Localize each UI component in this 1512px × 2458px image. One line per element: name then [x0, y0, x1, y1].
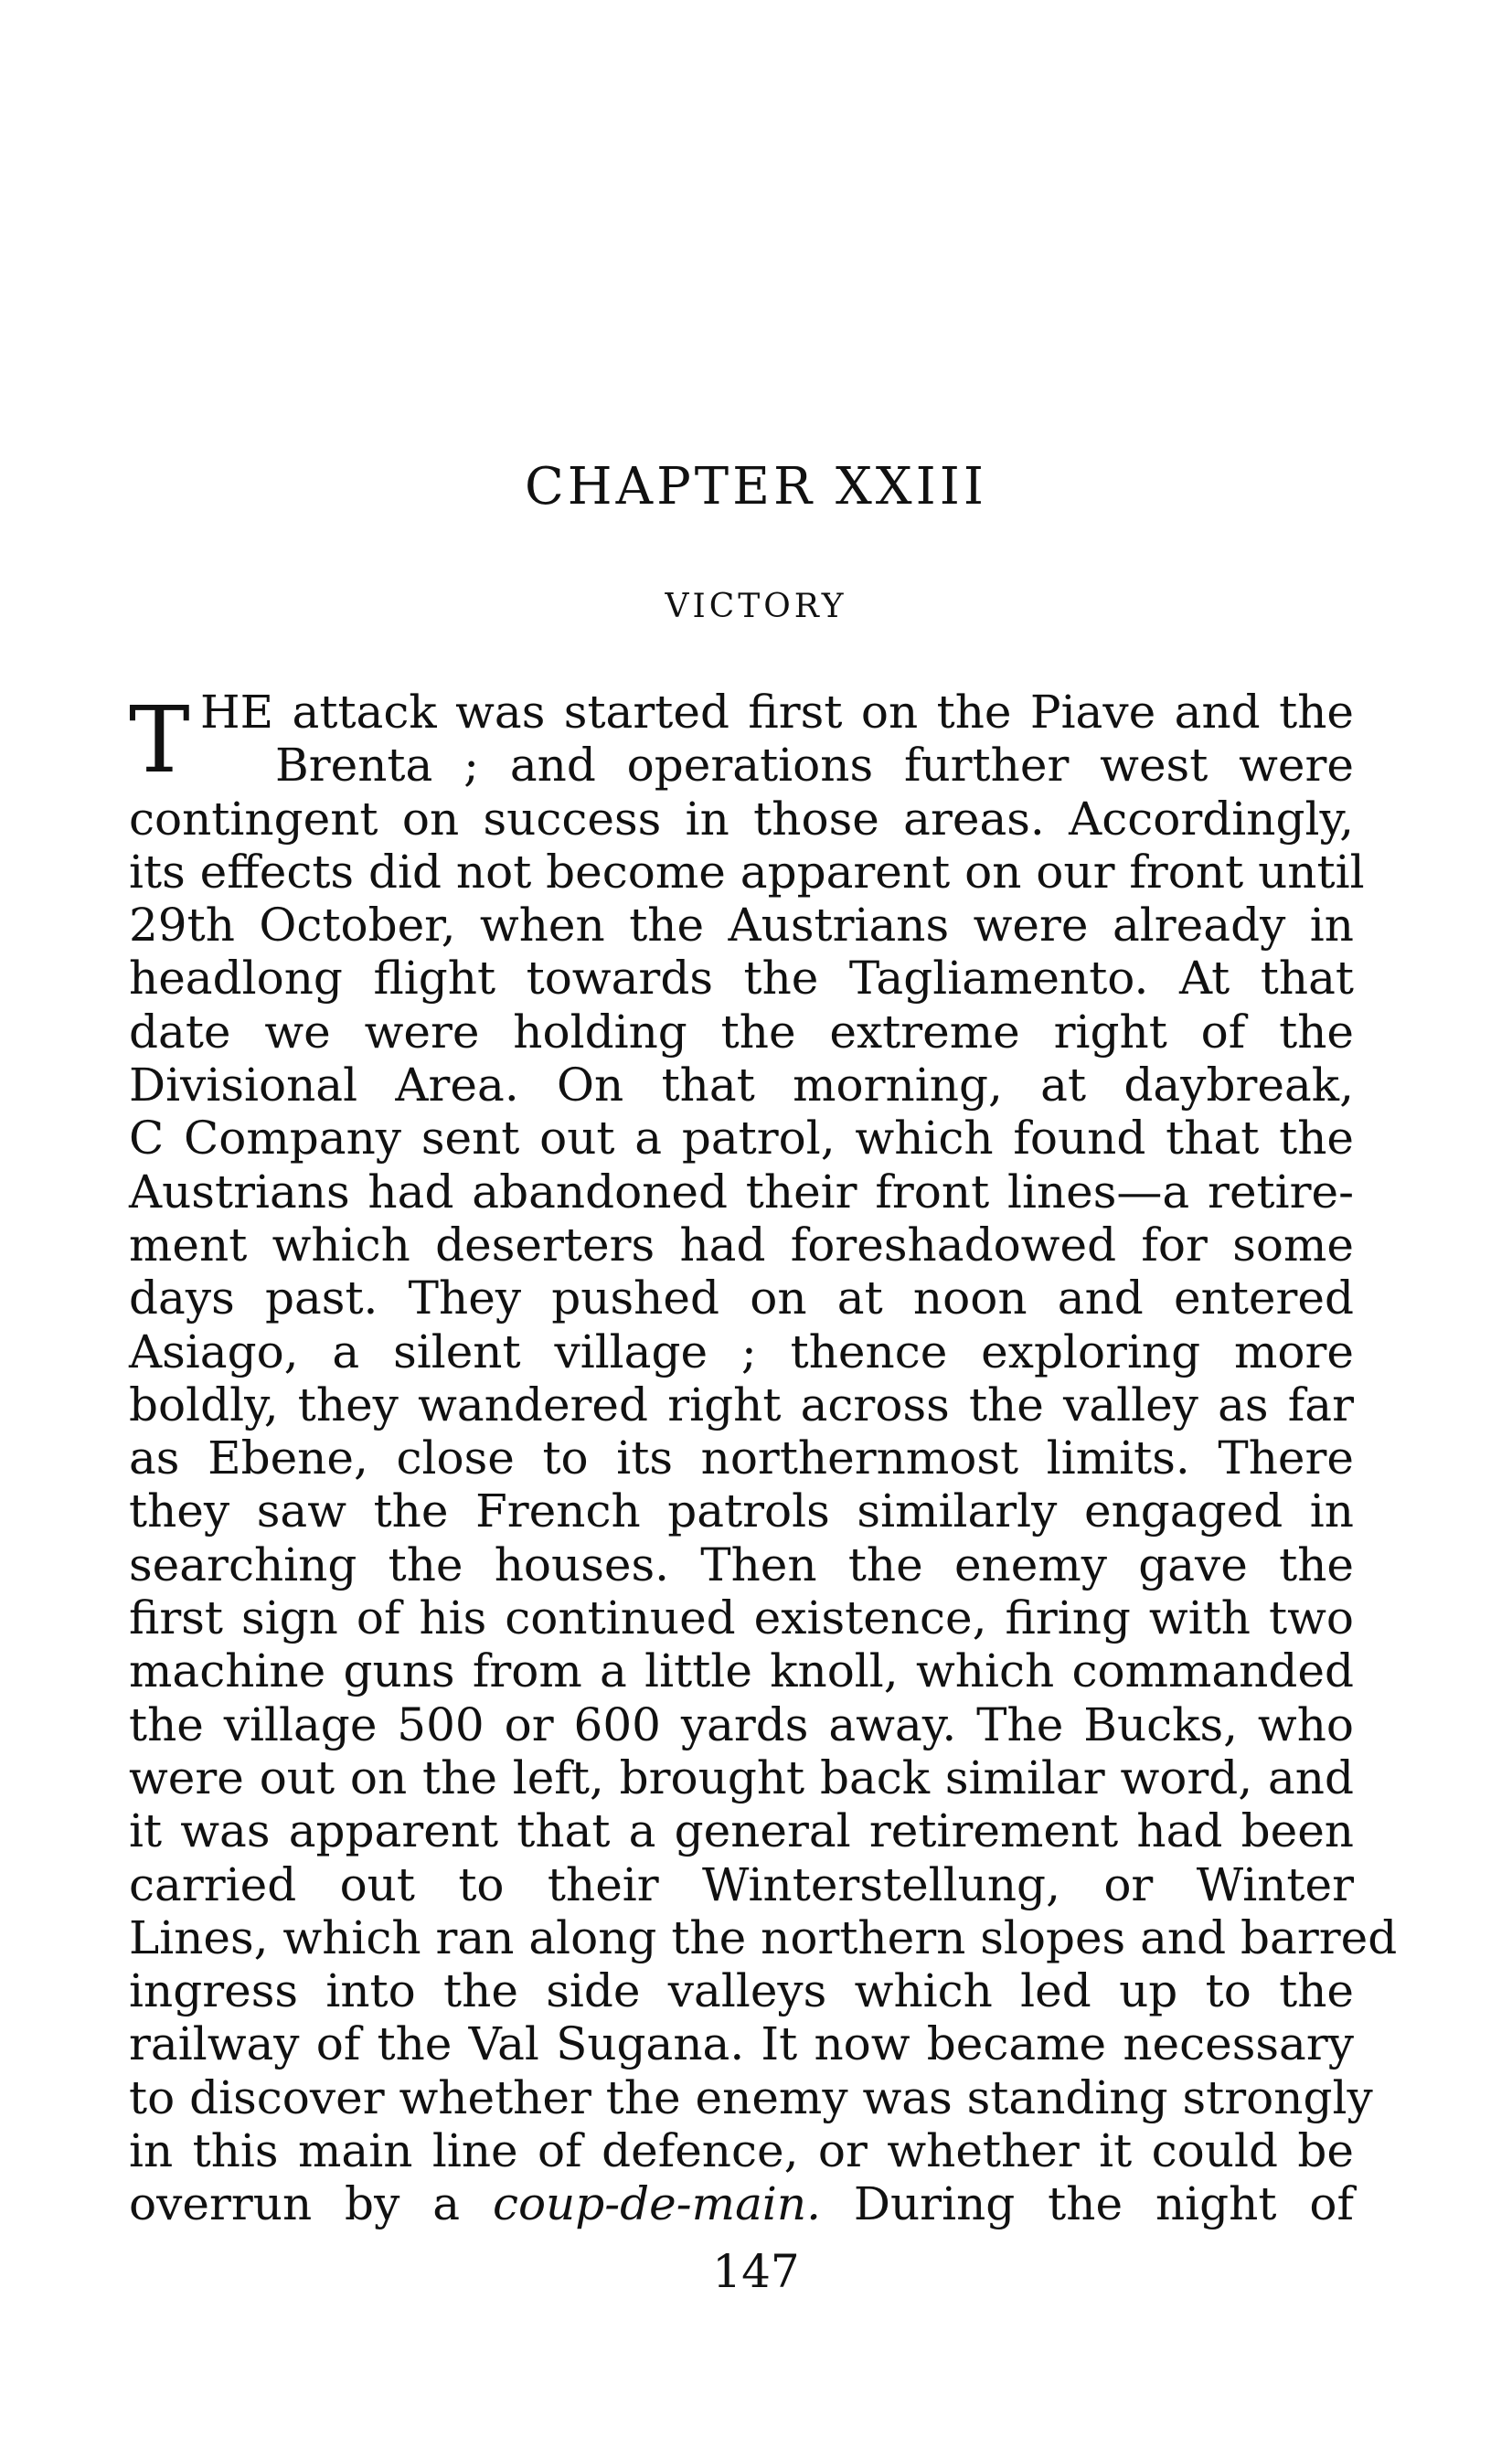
text-line: Brenta ; and operations further west were — [275, 739, 1354, 793]
text-line: Divisional Area. On that morning, at daybreak, — [129, 1059, 1354, 1112]
text-line: HE attack was started first on the Piave and the — [200, 686, 1354, 739]
text-line: days past. They pushed on at noon and entered — [129, 1272, 1354, 1325]
chapter-subtitle: VICTORY — [665, 588, 847, 625]
text-line: railway of the Val Sugana. It now became necessary — [129, 2017, 1354, 2071]
text-line: headlong flight towards the Tagliamento. At that — [129, 952, 1354, 1006]
page-number: 147 — [712, 2245, 800, 2298]
text-line: boldly, they wandered right across the valley as far — [129, 1378, 1354, 1431]
italic-phrase: coup-de-main. — [492, 2177, 821, 2231]
text-line: first sign of his continued existence, firing with two — [129, 1591, 1354, 1645]
text-line: ment which deserters had foreshadowed for some — [129, 1218, 1354, 1272]
text-line: its effects did not become apparent on our front until — [129, 845, 1365, 899]
text-line: in this main line of defence, or whether it could be — [129, 2124, 1354, 2178]
body-paragraph — [129, 686, 1398, 2231]
text-line: searching the houses. Then the enemy gave the — [129, 1538, 1354, 1591]
text-line: C Company sent out a patrol, which found that the — [129, 1112, 1354, 1165]
text-line: 29th October, when the Austrians were already in — [129, 899, 1354, 952]
text-line: contingent on success in those areas. Accordingly, — [129, 792, 1354, 846]
text-line: Lines, which ran along the northern slopes and barred — [129, 1910, 1398, 1964]
chapter-heading: CHAPTER XXIII — [524, 457, 988, 516]
text-line: Asiago, a silent village ; thence exploring more — [129, 1325, 1354, 1378]
text-line: it was apparent that a general retirement had been — [129, 1804, 1354, 1858]
text-line: date we were holding the extreme right of the — [129, 1005, 1354, 1059]
text-line: the village 500 or 600 yards away. The Bucks, who — [129, 1697, 1354, 1751]
drop-cap: T — [129, 686, 190, 793]
text-fragment: During the night of — [820, 2177, 1354, 2231]
text-line: they saw the French patrols similarly engaged in — [129, 1484, 1354, 1538]
text-line: to discover whether the enemy was standing strongly — [129, 2070, 1373, 2124]
text-line: machine guns from a little knoll, which commanded — [129, 1644, 1354, 1698]
text-line-last — [129, 2177, 1354, 2230]
text-line: carried out to their Winterstellung, or Winter — [129, 1857, 1354, 1911]
text-line: as Ebene, close to its northernmost limits. There — [129, 1431, 1354, 1485]
text-line: were out on the left, brought back similar word, and — [129, 1750, 1354, 1804]
text-line: ingress into the side valleys which led up to the — [129, 1964, 1354, 2018]
text-fragment: overrun by a — [129, 2177, 493, 2231]
text-line: Austrians had abandoned their front lines—a retire- — [129, 1165, 1354, 1218]
